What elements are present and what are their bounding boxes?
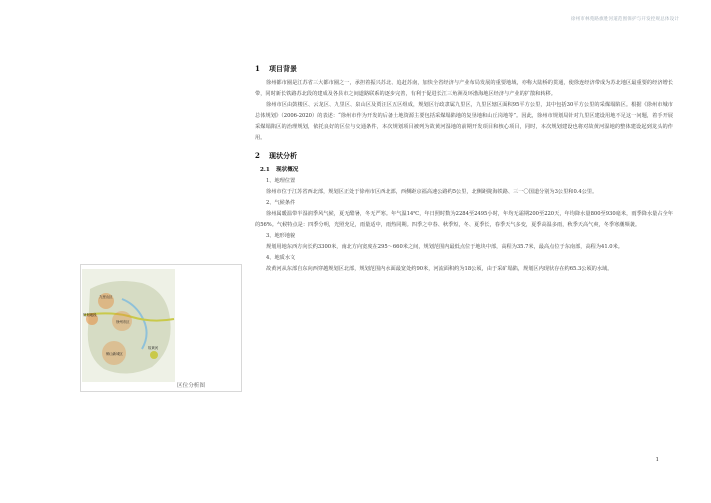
section-2-title: 现状分析 — [269, 150, 297, 160]
section-2-number: 2 — [255, 150, 260, 160]
map-caption: 区位分析图 — [177, 383, 205, 389]
item-3-text: 规划用地东西方向长约3300米，南北方向宽度在295～660米之间，规划范围内最低点位于地块中部，高程为35.7米，最高点位于东南部，高程为41.0米。 — [266, 244, 623, 251]
subsection-2-1-number: 2.1 — [260, 166, 270, 173]
section-2-heading — [255, 151, 673, 161]
item-2-text: 徐州属暖温带半湿润季风气候，夏无酷暑，冬无严寒。年气温14℃，年日照时数为2284至2495小时，年均无霜期200至220天，年均降水量800至930毫米，雨季降水量占全年的56%。气候特点是：四季分明，光照充足，雨量适中，雨热同期。四季之中春、秋季短，冬、夏季长，春季天气多变，夏季高温多雨，秋季天高气爽，冬季寒潮频袭。 — [255, 210, 673, 228]
item-4-label: 4、地质水文 — [266, 255, 296, 262]
subsection-2-1-heading — [260, 165, 673, 173]
main-text — [255, 64, 673, 275]
section-1-title: 项目背景 — [269, 64, 297, 73]
item-1-label: 1、地理位置 — [266, 177, 296, 184]
label-jiulishan: 九里山区 — [99, 295, 113, 299]
page-number: 1 — [655, 457, 659, 463]
item-3-label: 3、地形地貌 — [266, 233, 296, 240]
running-header: 徐州市林苑路旗胜河道范围保护与开发控规总体设计 — [570, 17, 679, 22]
item-1-text: 徐州市位于江苏省西北部，规划区正处于徐州市区西北部，西侧距京福高速公路约5公里，北侧距陇海铁路、三一〇国道分别为3公里和0.4公里。 — [266, 188, 598, 195]
section-1-paragraph-1: 徐州都市圈是江苏省三大都市圈之一，承担着振兴苏北、追赶苏南，加快全省经济与产业布局发展的重要地域，亦称大陆桥的贯通，使徐连经济带成为苏北地区最重要的经济增长带，同时新长铁路苏北段的建成及各县市之间道路联系的逐步完善，有利于促进长江三角洲及环渤海地区经济与产业的扩散和转移。 — [255, 80, 673, 98]
river-marker — [150, 351, 158, 359]
label-city: 徐州市区 — [116, 320, 130, 324]
section-1-heading — [255, 64, 673, 74]
section-1-paragraph-2: 徐州市区由鼓楼区、云龙区、九里区、泉山区及贾汪区五区组成，规划区行政隶属九里区，九里区辖区面积95平方公里，其中包括30平方公里的采煤塌陷区。根据《徐州市城市总体规划》（2006-2020）的表述：“徐州市作为开发的后备土地资源主要包括采煤塌陷地的复垦地和山丘岗地等”。因此，徐州市规划局针对九里区建设用地不足这一问题，着手开展采煤塌陷区的治理规划，依托良好的区位与交通条件，本次规划项目被列为故黄河湿地的前期开发项目和核心项目，同时，本次规划建设也将对故黄河湿地的整体建设起到龙头的作用。 — [255, 102, 673, 142]
location-map — [82, 269, 175, 382]
section-1-number: 1 — [255, 64, 260, 73]
item-2-label: 2、气候条件 — [266, 199, 296, 206]
item-4-text: 故黄河从东部自东向西穿越规划区北部，规划范围内水面最宽处约90米，河流面积约为18公顷，由于采矿塌陷，规划区内现状存在约65.3公顷的水域。 — [266, 266, 613, 273]
label-site: 规划地段 — [83, 313, 97, 317]
subsection-2-1-title: 现状概况 — [276, 166, 299, 173]
label-tongshan: 铜山新城区 — [106, 352, 123, 356]
label-river: 故黄河 — [148, 346, 159, 350]
